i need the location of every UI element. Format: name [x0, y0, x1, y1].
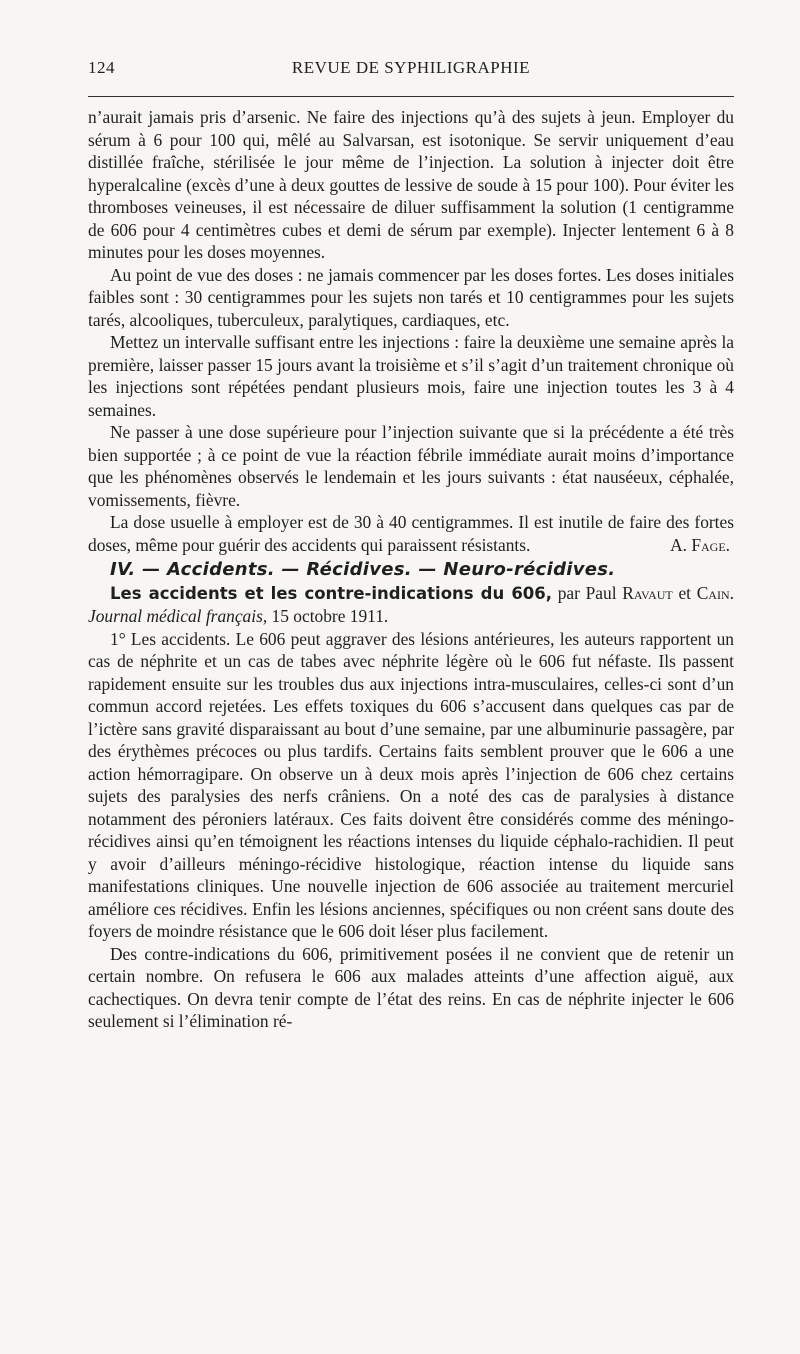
header-rule [88, 96, 734, 97]
paragraph: n’aurait jamais pris d’arsenic. Ne faire des injections qu’à des sujets à jeun. Employer du sérum à 6 pour 100 qui, mêlé au Salvarsan, est isotonique. Se servir uniquement d’eau distillée fraîche, stérilisée le jour même de l’injection. La solution à injecter doit être hyperalcaline (excès d’une à deux gouttes de lessive de soude à 15 pour 100). Pour éviter les thromboses veineuses, il est nécessaire de diluer suffisamment la solution (1 centigramme de 606 pour 4 centimètres cubes et demi de sérum par exemple). Injecter lentement 6 à 8 minutes pour les doses moyennes. [88, 107, 734, 262]
article-author: Cain [696, 582, 730, 603]
page-number: 124 [88, 58, 115, 77]
article-and: et [672, 582, 697, 603]
paragraph: Au point de vue des doses : ne jamais commencer par les doses fortes. Les doses initiales faibles sont : 30 centigrammes pour les sujets non tarés et 10 centigrammes pour les sujets tarés, alcooliques, tuberculeux, paralytiques, cardiaques, etc. [88, 264, 734, 330]
article-title: Les accidents et les contre-indications du 606, [110, 583, 553, 603]
signature-text: A. Fage. [670, 534, 730, 555]
page-header [88, 58, 734, 84]
body-text [88, 106, 734, 1033]
paragraph: La dose usuelle à employer est de 30 à 40 centigrammes. Il est inutile de faire des fortes doses, même pour guérir des accidents qui paraissent résistants. [88, 512, 734, 555]
paragraph: Ne passer à une dose supérieure pour l’injection suivante que si la précédente a été très bien supportée ; à ce point de vue la réaction fébrile immédiate aurait moins d’importance que les phénomènes observés le lendemain et les jours suivants : état nauséeux, céphalée, vomissements, fièvre. [88, 422, 734, 510]
article-journal: Journal médical français, [88, 606, 268, 626]
article-author: Ravaut [622, 582, 673, 603]
paragraph: 1° Les accidents. Le 606 peut aggraver des lésions antérieures, les auteurs rapportent un cas de néphrite et un cas de tabes avec néphrite légère où le 606 fut néfaste. Ils passent rapidement ensuite sur les troubles dus aux injections intra-musculaires, celles-ci sont d’un commun accord rejetées. Les effets toxiques du 606 s’accusent dans quelques cas par de l’ictère sans gravité disparaissant au bout d’une semaine, par une albuminurie passagère, par des érythèmes précoces ou plus tardifs. Certains faits semblent prouver que le 606 a une action hémorragipare. On observe un à deux mois après l’injection de 606 chez certains sujets des paralysies des nerfs crâniens. On a noté des cas de paralysies à distance notamment des péroniers latéraux. Ces faits doivent être considérés comme des méningo-récidives ainsi qu’en témoignent les réactions intenses du liquide céphalo-rachidien. Il peut y avoir d’ailleurs méningo-récidive histologique, réaction intense du liquide sans manifestations cliniques. Une nouvelle injection de 606 associée au traitement mercuriel améliore ces récidives. Enfin les lésions anciennes, spécifiques ou non créent sans doute des foyers de moindre résistance que le 606 doit léser plus facilement. [88, 628, 734, 941]
running-title: REVUE DE SYPHILIGRAPHIE [291, 58, 531, 77]
article-by: par Paul [552, 582, 623, 603]
paragraph: Mettez un intervalle suffisant entre les injections : faire la deuxième une semaine après la première, laisser passer 15 jours avant la troisième et s’il s’agit d’un traitement chronique où les injections sont répétées pendant plusieurs mois, faire une injection toutes les 3 à 4 semaines. [88, 332, 734, 420]
article-reference [88, 582, 734, 628]
section-heading: IV. — Accidents. — Récidives. — Neuro-récidives. [110, 559, 616, 580]
article-date: 15 octobre 1911. [267, 606, 389, 626]
paragraph: Des contre-indications du 606, primitivement posées il ne convient que de retenir un certain nombre. On refusera le 606 aux malades atteints d’une affection aiguë, aux cachectiques. On devra tenir compte de l’état des reins. En cas de néphrite injecter le 606 seulement si l’élimination ré- [88, 943, 734, 1031]
article-sep: . [729, 582, 734, 603]
